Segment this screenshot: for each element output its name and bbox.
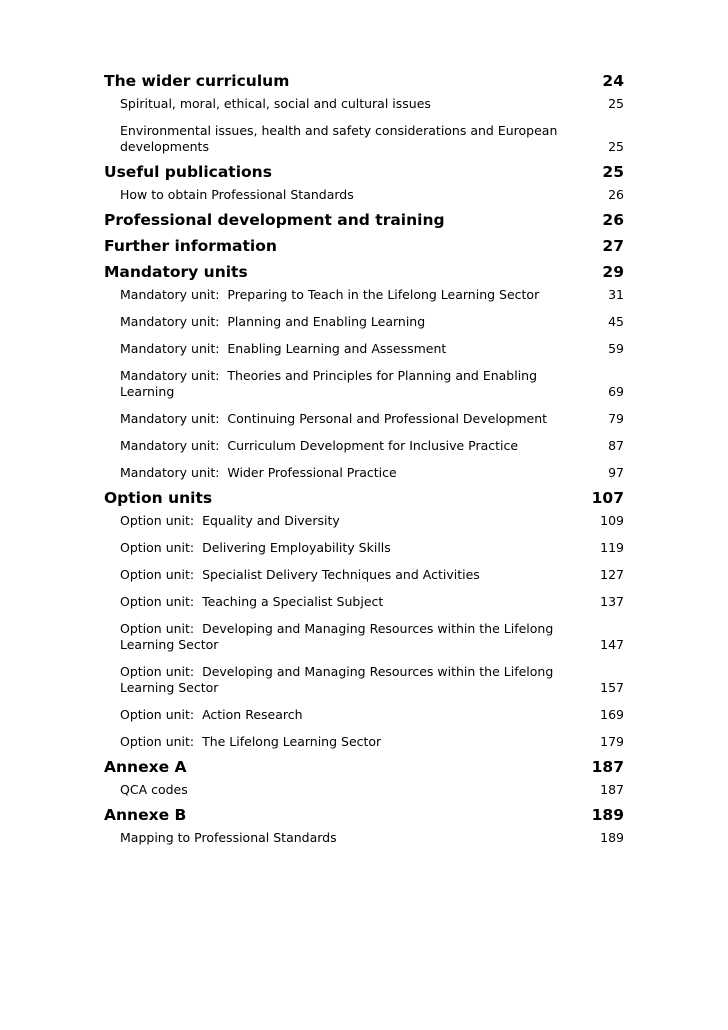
entry-page-number: 26 <box>608 187 624 202</box>
entry-page-number: 79 <box>608 411 624 426</box>
toc-entry[interactable] <box>104 538 624 565</box>
section-title: Useful publications <box>104 163 272 181</box>
toc-entry[interactable] <box>104 185 624 207</box>
entry-title: Mandatory unit: Continuing Personal and Professional Development <box>120 411 548 426</box>
entry-page-number: 187 <box>600 782 624 797</box>
toc-entry[interactable] <box>104 705 624 732</box>
toc-entry[interactable] <box>104 592 624 619</box>
entry-title: Option unit: Delivering Employability Skills <box>120 540 391 555</box>
toc-section-heading[interactable] <box>104 159 624 185</box>
toc-section-heading[interactable] <box>104 259 624 285</box>
entry-title: Option unit: Specialist Delivery Techniques and Activities <box>120 567 480 582</box>
entry-page-number: 97 <box>608 465 624 480</box>
section-title: Option units <box>104 489 213 507</box>
section-page-number: 26 <box>602 211 624 229</box>
section-page-number: 187 <box>591 758 624 776</box>
section-title: Mandatory units <box>104 263 248 281</box>
toc-entry[interactable] <box>104 780 624 802</box>
entry-title: Mandatory unit: Curriculum Development for Inclusive Practice <box>120 438 519 453</box>
section-title: The wider curriculum <box>104 72 290 90</box>
entry-page-number: 189 <box>600 830 624 845</box>
entry-title: Mandatory unit: Enabling Learning and Assessment <box>120 341 447 356</box>
toc-entry[interactable] <box>104 732 624 754</box>
entry-page-number: 25 <box>608 139 624 154</box>
entry-title: Option unit: Equality and Diversity <box>120 513 340 528</box>
section-page-number: 107 <box>591 489 624 507</box>
toc-entry[interactable] <box>104 339 624 366</box>
toc-section-heading[interactable] <box>104 233 624 259</box>
entry-page-number: 31 <box>608 287 624 302</box>
toc-entry[interactable] <box>104 463 624 485</box>
toc-entry[interactable] <box>104 121 624 159</box>
section-page-number: 27 <box>602 237 624 255</box>
entry-page-number: 127 <box>600 567 624 582</box>
entry-page-number: 25 <box>608 96 624 111</box>
toc-entry[interactable] <box>104 409 624 436</box>
entry-page-number: 147 <box>600 637 624 652</box>
entry-title: Option unit: The Lifelong Learning Sector <box>120 734 382 749</box>
toc-entry[interactable] <box>104 619 624 662</box>
entry-title: Option unit: Action Research <box>120 707 303 722</box>
toc-entry[interactable] <box>104 565 624 592</box>
section-page-number: 29 <box>602 263 624 281</box>
entry-page-number: 59 <box>608 341 624 356</box>
section-title: Annexe A <box>104 758 187 776</box>
entry-page-number: 87 <box>608 438 624 453</box>
entry-page-number: 169 <box>600 707 624 722</box>
entry-title: Mandatory unit: Theories and Principles for Planning and Enabling Learning <box>120 368 542 399</box>
entry-title: Mandatory unit: Wider Professional Practice <box>120 465 397 480</box>
entry-page-number: 69 <box>608 384 624 399</box>
section-page-number: 25 <box>602 163 624 181</box>
entry-page-number: 179 <box>600 734 624 749</box>
entry-page-number: 137 <box>600 594 624 609</box>
entry-title: Option unit: Developing and Managing Resources within the Lifelong Learning Sector <box>120 664 558 695</box>
toc-entry[interactable] <box>104 436 624 463</box>
section-title: Annexe B <box>104 806 187 824</box>
toc-entry[interactable] <box>104 828 624 850</box>
section-title: Professional development and training <box>104 211 445 229</box>
entry-page-number: 157 <box>600 680 624 695</box>
entry-title: Mandatory unit: Planning and Enabling Learning <box>120 314 426 329</box>
entry-title: QCA codes <box>120 782 188 797</box>
toc-entry[interactable] <box>104 511 624 538</box>
entry-page-number: 119 <box>600 540 624 555</box>
toc-section-heading[interactable] <box>104 802 624 828</box>
toc-entry[interactable] <box>104 94 624 121</box>
toc-entry[interactable] <box>104 312 624 339</box>
table-of-contents <box>104 68 624 850</box>
entry-title: Mandatory unit: Preparing to Teach in the Lifelong Learning Sector <box>120 287 540 302</box>
entry-title: Option unit: Developing and Managing Resources within the Lifelong Learning Sector <box>120 621 558 652</box>
section-page-number: 24 <box>602 72 624 90</box>
toc-entry[interactable] <box>104 285 624 312</box>
entry-page-number: 109 <box>600 513 624 528</box>
entry-title: Mapping to Professional Standards <box>120 830 337 845</box>
section-title: Further information <box>104 237 277 255</box>
toc-section-heading[interactable] <box>104 68 624 94</box>
toc-entry[interactable] <box>104 662 624 705</box>
toc-entry[interactable] <box>104 366 624 409</box>
entry-title: Environmental issues, health and safety considerations and European developments <box>120 123 562 154</box>
toc-section-heading[interactable] <box>104 207 624 233</box>
toc-section-heading[interactable] <box>104 754 624 780</box>
entry-page-number: 45 <box>608 314 624 329</box>
section-page-number: 189 <box>591 806 624 824</box>
entry-title: How to obtain Professional Standards <box>120 187 354 202</box>
entry-title: Spiritual, moral, ethical, social and cultural issues <box>120 96 431 111</box>
entry-title: Option unit: Teaching a Specialist Subject <box>120 594 384 609</box>
toc-section-heading[interactable] <box>104 485 624 511</box>
